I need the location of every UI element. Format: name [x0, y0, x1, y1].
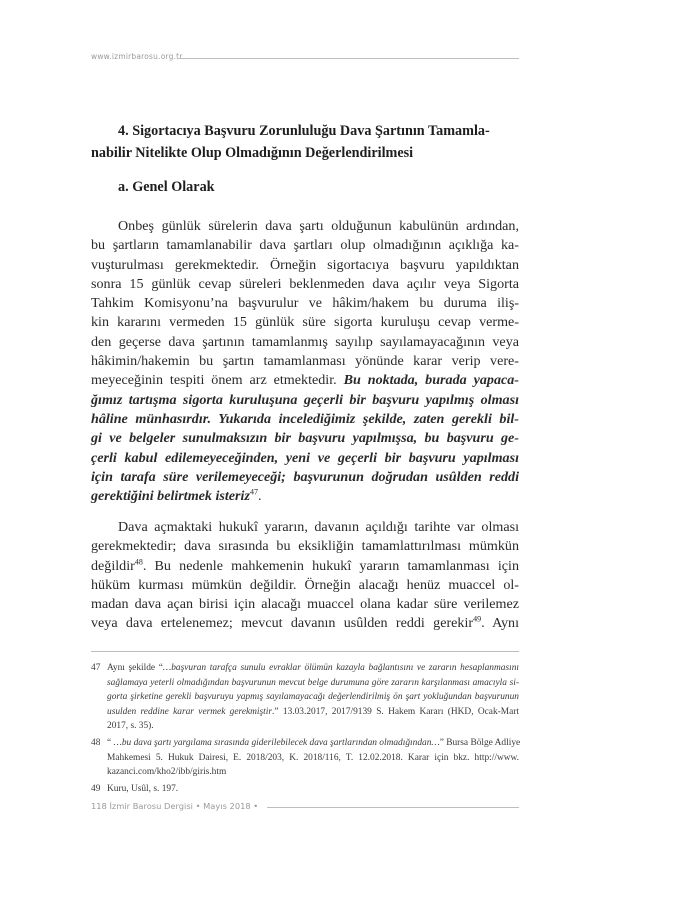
paragraph-2-text: . Bu nedenle mahkemenin hukukî yararın tamamlanması için: [142, 557, 519, 574]
footnote-text: Aynı şekilde “: [107, 663, 163, 673]
footnote-quote: usulden reddine karar vermek gerekmiştir: [107, 706, 273, 717]
footnote-quote: gorta şirketine gerekli başvuruyu yapmış sayılamayacağı değerlendirilmiş ön şart yokluğundan başvurunun: [107, 692, 519, 703]
paragraph-2-line: Dava açmaktaki hukukî yararın, davanın açıldığı tarihte var olması: [118, 519, 519, 535]
footnote-link[interactable]: kazanci.com/kho2/ibb/giris.htm: [107, 767, 227, 778]
paragraph-1-line: hâkimin/hakemin bu şartın tamamlanması yönünde karar verip vere-: [91, 353, 519, 370]
emphasis-line: hâline münhasırdır. Yukarıda incelediğimiz şekilde, zaten gerekli bil-: [91, 410, 519, 427]
paragraph-2-text: değildir: [91, 557, 135, 574]
footnote-quote: sağlamaya yeterli olmadığından başvurunun mevcut belge durumuna göre zararın karşılanması amacıyla si-: [107, 677, 519, 688]
emphasis-line: ğımız tartışma sigorta kuruluşuna geçerli bir başvuru yapılmış olması: [91, 391, 519, 408]
footnote-line: [107, 661, 519, 676]
footnote-number: 49: [91, 784, 101, 794]
section-heading: [91, 120, 519, 164]
header-url: www.izmirbarosu.org.tr: [91, 52, 183, 61]
footnote-number: 47: [91, 663, 101, 673]
footnote-ref-48[interactable]: 48: [134, 556, 143, 566]
page-header: [91, 52, 519, 66]
footnote-ref-47[interactable]: 47: [249, 487, 258, 497]
footnote-text: .” 13.03.2017, 2017/9139 S. Hakem Kararı (HKD, Ocak-Mart: [272, 706, 519, 717]
emphasis-text: gerektiğini belirtmek isteriz: [91, 488, 250, 505]
section-heading-line2: nabilir Nitelikte Olup Olmadığının Değerlendirilmesi: [91, 145, 414, 161]
emphasis-line: gi ve belgeler sunulmaksızın bir başvuru yapılmışsa, bu başvuru ge-: [91, 430, 519, 447]
footnote-line: Kuru, Usûl, s. 197.: [107, 784, 179, 794]
paragraph-1-line: Tahkim Komisyonu’na başvurulur ve hâkim/hakem bu duruma iliş-: [91, 295, 519, 312]
paragraph-2-text: veya dava ertelenemez; mevcut davanın usûlden reddi gerekir: [91, 615, 474, 632]
emphasis-text: Bu noktada, burada yapaca-: [343, 372, 519, 389]
footer-rule: [267, 807, 519, 808]
paragraph-2-line: hüküm kurması mümkün değildir. Örneğin alacağı henüz muaccel ol-: [91, 576, 519, 593]
paragraph-1: [91, 217, 519, 506]
paragraph-2-line: gerekmektedir; dava sırasında bu eksikliğin tamamlattırılması mümkün: [91, 538, 519, 555]
footnote-ref-49[interactable]: 49: [473, 614, 482, 624]
footnote-text: ” Bursa Bölge Adliye: [439, 738, 521, 748]
footnote-separator: [91, 651, 519, 652]
footnote-quote: …başvuran tarafça sunulu evraklar ölümün kazayla bağlantısını ve zararın hesaplanmasını: [162, 663, 519, 673]
page-footer: [91, 801, 519, 813]
header-rule: [179, 58, 519, 59]
paragraph-2: [91, 518, 519, 634]
footnote-line: Mahkemesi 5. Hukuk Dairesi, E. 2018/203, K. 2018/116, T. 12.02.2018. Karar için bkz. http://www.: [107, 752, 519, 763]
footnote-number: 48: [91, 738, 101, 748]
paragraph-1-line: [91, 371, 519, 390]
emphasis-line: çerli kabul edilemeyeceğinden, yeni ve geçerli bir başvuru yapılması: [91, 449, 519, 466]
period: .: [257, 488, 262, 505]
paragraph-2-line: madan dava açan birisi için alacağı muaccel olana kadar süre verilemez: [91, 596, 519, 613]
paragraph-2-line: [91, 614, 519, 633]
footnote-line: 2017, s. 35).: [107, 721, 154, 732]
footnote-line: [107, 705, 519, 720]
paragraph-1-line: sonra 15 günlük cevap süreleri beklenmeden dava açılır veya Sigorta: [91, 275, 519, 292]
footnote-line: [107, 736, 519, 751]
footer-text: 118 İzmir Barosu Dergisi • Mayıs 2018 •: [91, 801, 259, 811]
paragraph-2-line: [91, 557, 519, 576]
section-heading-line1: 4. Sigortacıya Başvuru Zorunluluğu Dava Şartının Tamamla-: [118, 123, 490, 139]
footnote-line: [107, 690, 519, 705]
emphasis-line: için tarafa süre verilemeyeceği; başvurunun doğrudan usûlden reddi: [91, 468, 519, 485]
paragraph-1-text: meyeceğinin tespiti önem arz etmektedir.: [91, 372, 344, 389]
paragraph-1-line: den geçerse dava şartının tamamlanmış sayılıp sayılamayacağının veya: [91, 333, 519, 350]
paragraph-1-line: kin kararını vermeden 15 günlük süre sigorta kuruluşu cevap verme-: [91, 314, 519, 331]
footnote-48: [91, 736, 519, 780]
paragraph-1-line: Onbeş günlük sürelerin dava şartı olduğunun kabulünün ardından,: [118, 218, 519, 234]
footnote-text: “: [107, 738, 114, 748]
footnote-quote: …bu dava şartı yargılama sırasında giderilebilecek dava şartlarından olmadığından…: [113, 738, 440, 748]
footnote-49: [91, 782, 519, 797]
paragraph-1-last-line: [91, 487, 519, 506]
paragraph-2-text: . Aynı: [481, 615, 519, 632]
paragraph-1-line: bu şartların tamamlanabilir dava şartları olup olmadığının açıklığa ka-: [91, 237, 519, 254]
paragraph-1-line: vuşturulması gerekmektedir. Örneğin sigortacıya başvuru yapıldıktan: [91, 256, 519, 273]
subsection-heading: a. Genel Olarak: [118, 179, 215, 195]
footnote-47: [91, 661, 519, 734]
footnote-line: [107, 676, 519, 691]
